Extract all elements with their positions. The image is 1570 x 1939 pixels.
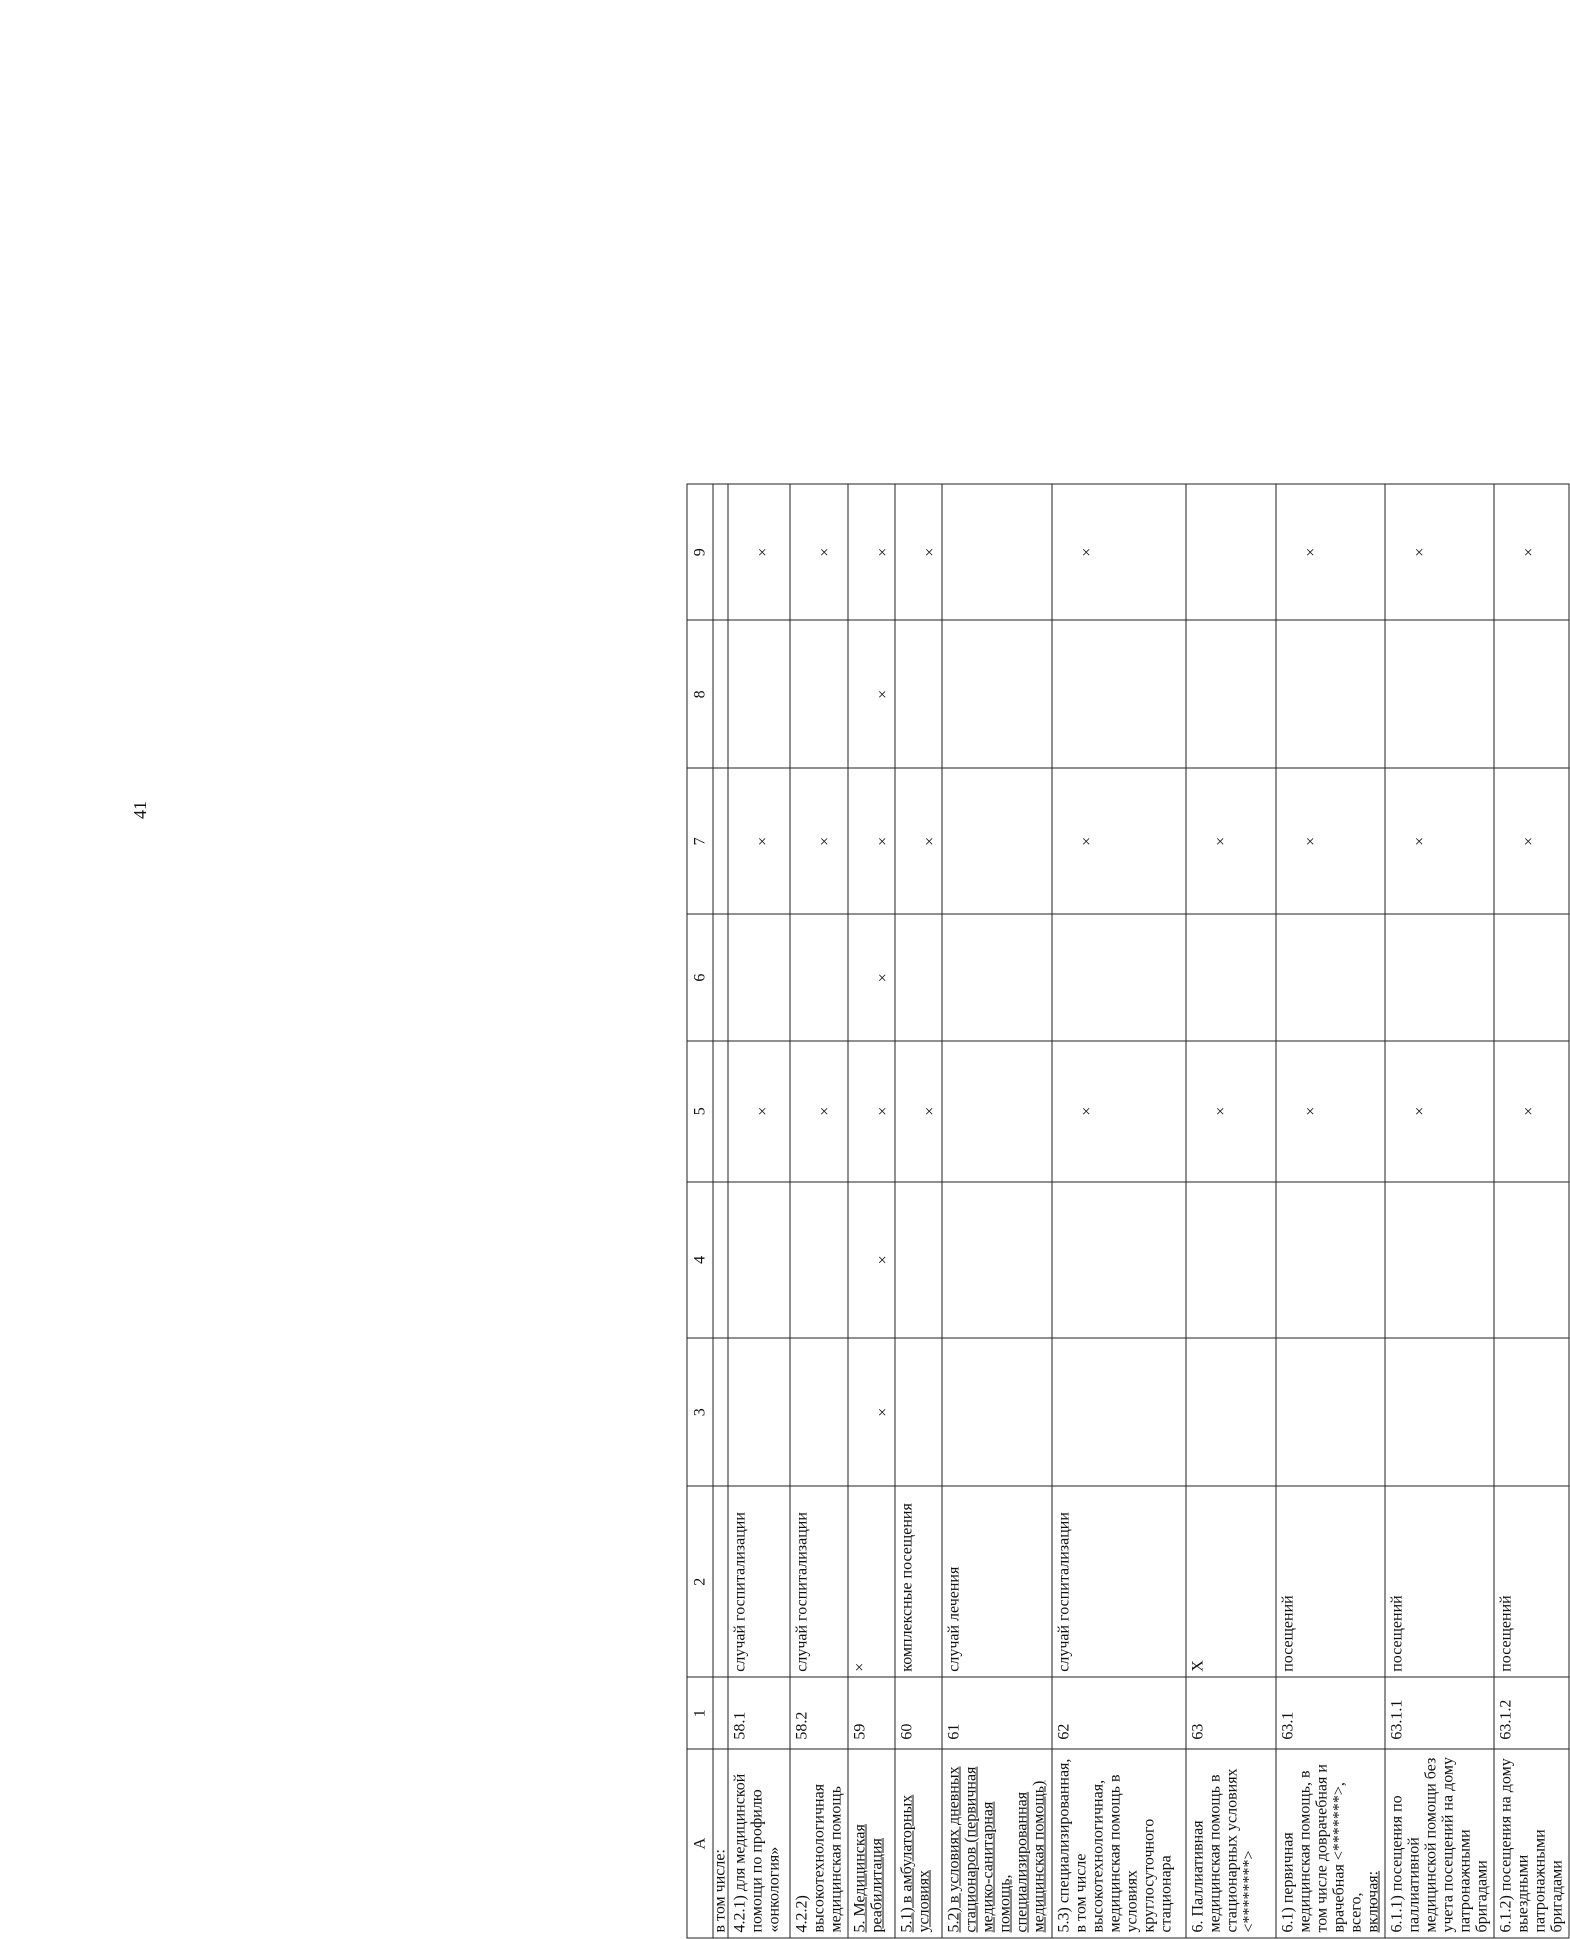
table-row	[1276, 484, 1385, 1938]
header-cell: 6	[687, 914, 713, 1041]
table-row	[790, 484, 848, 1938]
row-name	[1276, 1749, 1385, 1938]
page-number: 41	[130, 801, 150, 819]
row-cell-4	[1385, 1182, 1494, 1339]
row-cell-4: ×	[848, 1182, 895, 1339]
row-code: 61	[942, 1677, 1052, 1749]
row-cell-5: ×	[1276, 1041, 1385, 1182]
row-cell-8	[1052, 620, 1186, 768]
row-cell-6	[790, 914, 848, 1041]
row-cell-3	[942, 1338, 1052, 1486]
row-code: 59	[848, 1677, 895, 1749]
row-cell-4	[1276, 1182, 1385, 1339]
row-cell-5: ×	[790, 1041, 848, 1182]
row-cell-8	[1186, 620, 1276, 768]
row-cell-9: ×	[848, 484, 895, 620]
row-unit: ×	[848, 1486, 895, 1677]
table-row	[1385, 484, 1494, 1938]
row-name-main: 6.1) первичная медицинская помощь, в том числе доврачебная и врачебная <*******>, всего,	[1279, 1764, 1365, 1933]
row-name: 4.2.1) для медицинской помощи по профилю «онкология»	[728, 1749, 790, 1938]
row-cell-4	[728, 1182, 790, 1339]
row-cell-3	[1276, 1338, 1385, 1486]
row-cell-9	[942, 484, 1052, 620]
row-cell-6	[895, 914, 942, 1041]
row-cell-5: ×	[895, 1041, 942, 1182]
row-cell-7: ×	[1052, 768, 1186, 914]
row-cell-7: ×	[895, 768, 942, 914]
row-cell-9: ×	[895, 484, 942, 620]
header-row	[687, 484, 713, 1938]
subheader-cell: в том числе:	[713, 1749, 728, 1938]
row-cell-4	[790, 1182, 848, 1339]
row-cell-7	[942, 768, 1052, 914]
table-row	[1186, 484, 1276, 1938]
row-cell-8	[1494, 620, 1569, 768]
row-cell-6	[1494, 914, 1569, 1041]
row-cell-8	[1276, 620, 1385, 768]
row-cell-7: ×	[728, 768, 790, 914]
row-cell-9: ×	[1494, 484, 1569, 620]
row-code: 60	[895, 1677, 942, 1749]
row-cell-4	[1052, 1182, 1186, 1339]
row-name: 5.1) в амбулаторных условиях	[895, 1749, 942, 1938]
row-cell-9: ×	[1385, 484, 1494, 620]
row-cell-8	[1385, 620, 1494, 768]
row-cell-7: ×	[1276, 768, 1385, 914]
row-name: 6. Паллиативная медицинская помощь в стационарных условиях <********>	[1186, 1749, 1276, 1938]
row-cell-7: ×	[848, 768, 895, 914]
row-code: 63.1.1	[1385, 1677, 1494, 1749]
row-code: 63.1	[1276, 1677, 1385, 1749]
row-cell-3	[1494, 1338, 1569, 1486]
row-name: 6.1.1) посещения по паллиативной медицинской помощи без учета посещений на дому патронажными бригадами	[1385, 1749, 1494, 1938]
row-unit: случай лечения	[942, 1486, 1052, 1677]
row-unit: посещений	[1494, 1486, 1569, 1677]
header-cell: 2	[687, 1486, 713, 1677]
data-table-rotated	[687, 484, 1566, 1939]
header-cell: 9	[687, 484, 713, 620]
row-cell-9	[1186, 484, 1276, 620]
row-cell-3	[895, 1338, 942, 1486]
header-cell: 5	[687, 1041, 713, 1182]
row-cell-6: ×	[848, 914, 895, 1041]
row-name: 5. Медицинская реабилитация	[848, 1749, 895, 1938]
row-cell-8	[790, 620, 848, 768]
row-cell-3: ×	[848, 1338, 895, 1486]
row-cell-3	[790, 1338, 848, 1486]
header-cell: 7	[687, 768, 713, 914]
row-cell-7: ×	[1186, 768, 1276, 914]
row-cell-9: ×	[790, 484, 848, 620]
row-cell-5: ×	[728, 1041, 790, 1182]
row-name-extra: включая:	[1364, 1870, 1382, 1933]
row-cell-7: ×	[1494, 768, 1569, 914]
row-cell-5	[942, 1041, 1052, 1182]
row-name: 4.2.2) высокотехнологичная медицинская помощь	[790, 1749, 848, 1938]
row-cell-5: ×	[848, 1041, 895, 1182]
row-cell-8: ×	[848, 620, 895, 768]
row-cell-3	[1052, 1338, 1186, 1486]
row-cell-5: ×	[1494, 1041, 1569, 1182]
row-cell-5: ×	[1186, 1041, 1276, 1182]
header-cell: 1	[687, 1677, 713, 1749]
row-unit: случай госпитализации	[1052, 1486, 1186, 1677]
row-unit: посещений	[1385, 1486, 1494, 1677]
table-row	[942, 484, 1052, 1938]
table-row	[1052, 484, 1186, 1938]
row-code: 58.1	[728, 1677, 790, 1749]
row-unit: посещений	[1276, 1486, 1385, 1677]
row-cell-7: ×	[1385, 768, 1494, 914]
row-cell-9: ×	[1276, 484, 1385, 620]
row-cell-6	[942, 914, 1052, 1041]
row-cell-5: ×	[1385, 1041, 1494, 1182]
row-cell-6	[1052, 914, 1186, 1041]
row-cell-4	[895, 1182, 942, 1339]
subheader-row	[713, 484, 728, 1938]
header-cell: 8	[687, 620, 713, 768]
row-cell-8	[942, 620, 1052, 768]
row-cell-7: ×	[790, 768, 848, 914]
row-cell-4	[1494, 1182, 1569, 1339]
row-unit: Х	[1186, 1486, 1276, 1677]
row-cell-4	[942, 1182, 1052, 1339]
header-cell: 4	[687, 1182, 713, 1339]
row-cell-6	[1385, 914, 1494, 1041]
table-row	[895, 484, 942, 1938]
header-cell: А	[687, 1749, 713, 1938]
table-row	[728, 484, 790, 1938]
table-row	[1494, 484, 1569, 1938]
row-cell-5: ×	[1052, 1041, 1186, 1182]
row-cell-6	[728, 914, 790, 1041]
row-code: 62	[1052, 1677, 1186, 1749]
row-unit: случай госпитализации	[728, 1486, 790, 1677]
row-name: 5.2) в условиях дневных стационаров (первичная медико-санитарная помощь, специализированная медицинская помощь)	[942, 1749, 1052, 1938]
row-unit: случай госпитализации	[790, 1486, 848, 1677]
row-cell-8	[895, 620, 942, 768]
row-name: 6.1.2) посещения на дому выездными патронажными бригадами	[1494, 1749, 1569, 1938]
row-code: 63	[1186, 1677, 1276, 1749]
row-cell-3	[728, 1338, 790, 1486]
data-table	[687, 484, 1570, 1939]
row-cell-6	[1276, 914, 1385, 1041]
row-code: 63.1.2	[1494, 1677, 1569, 1749]
row-cell-8	[728, 620, 790, 768]
row-code: 58.2	[790, 1677, 848, 1749]
row-cell-6	[1186, 914, 1276, 1041]
row-cell-9: ×	[728, 484, 790, 620]
row-unit: комплексные посещения	[895, 1486, 942, 1677]
row-cell-3	[1385, 1338, 1494, 1486]
row-cell-9: ×	[1052, 484, 1186, 620]
row-cell-4	[1186, 1182, 1276, 1339]
header-cell: 3	[687, 1338, 713, 1486]
table-row	[848, 484, 895, 1938]
row-cell-3	[1186, 1338, 1276, 1486]
row-name: 5.3) специализированная, в том числе высокотехнологичная, медицинская помощь в условиях круглосуточного стационара	[1052, 1749, 1186, 1938]
